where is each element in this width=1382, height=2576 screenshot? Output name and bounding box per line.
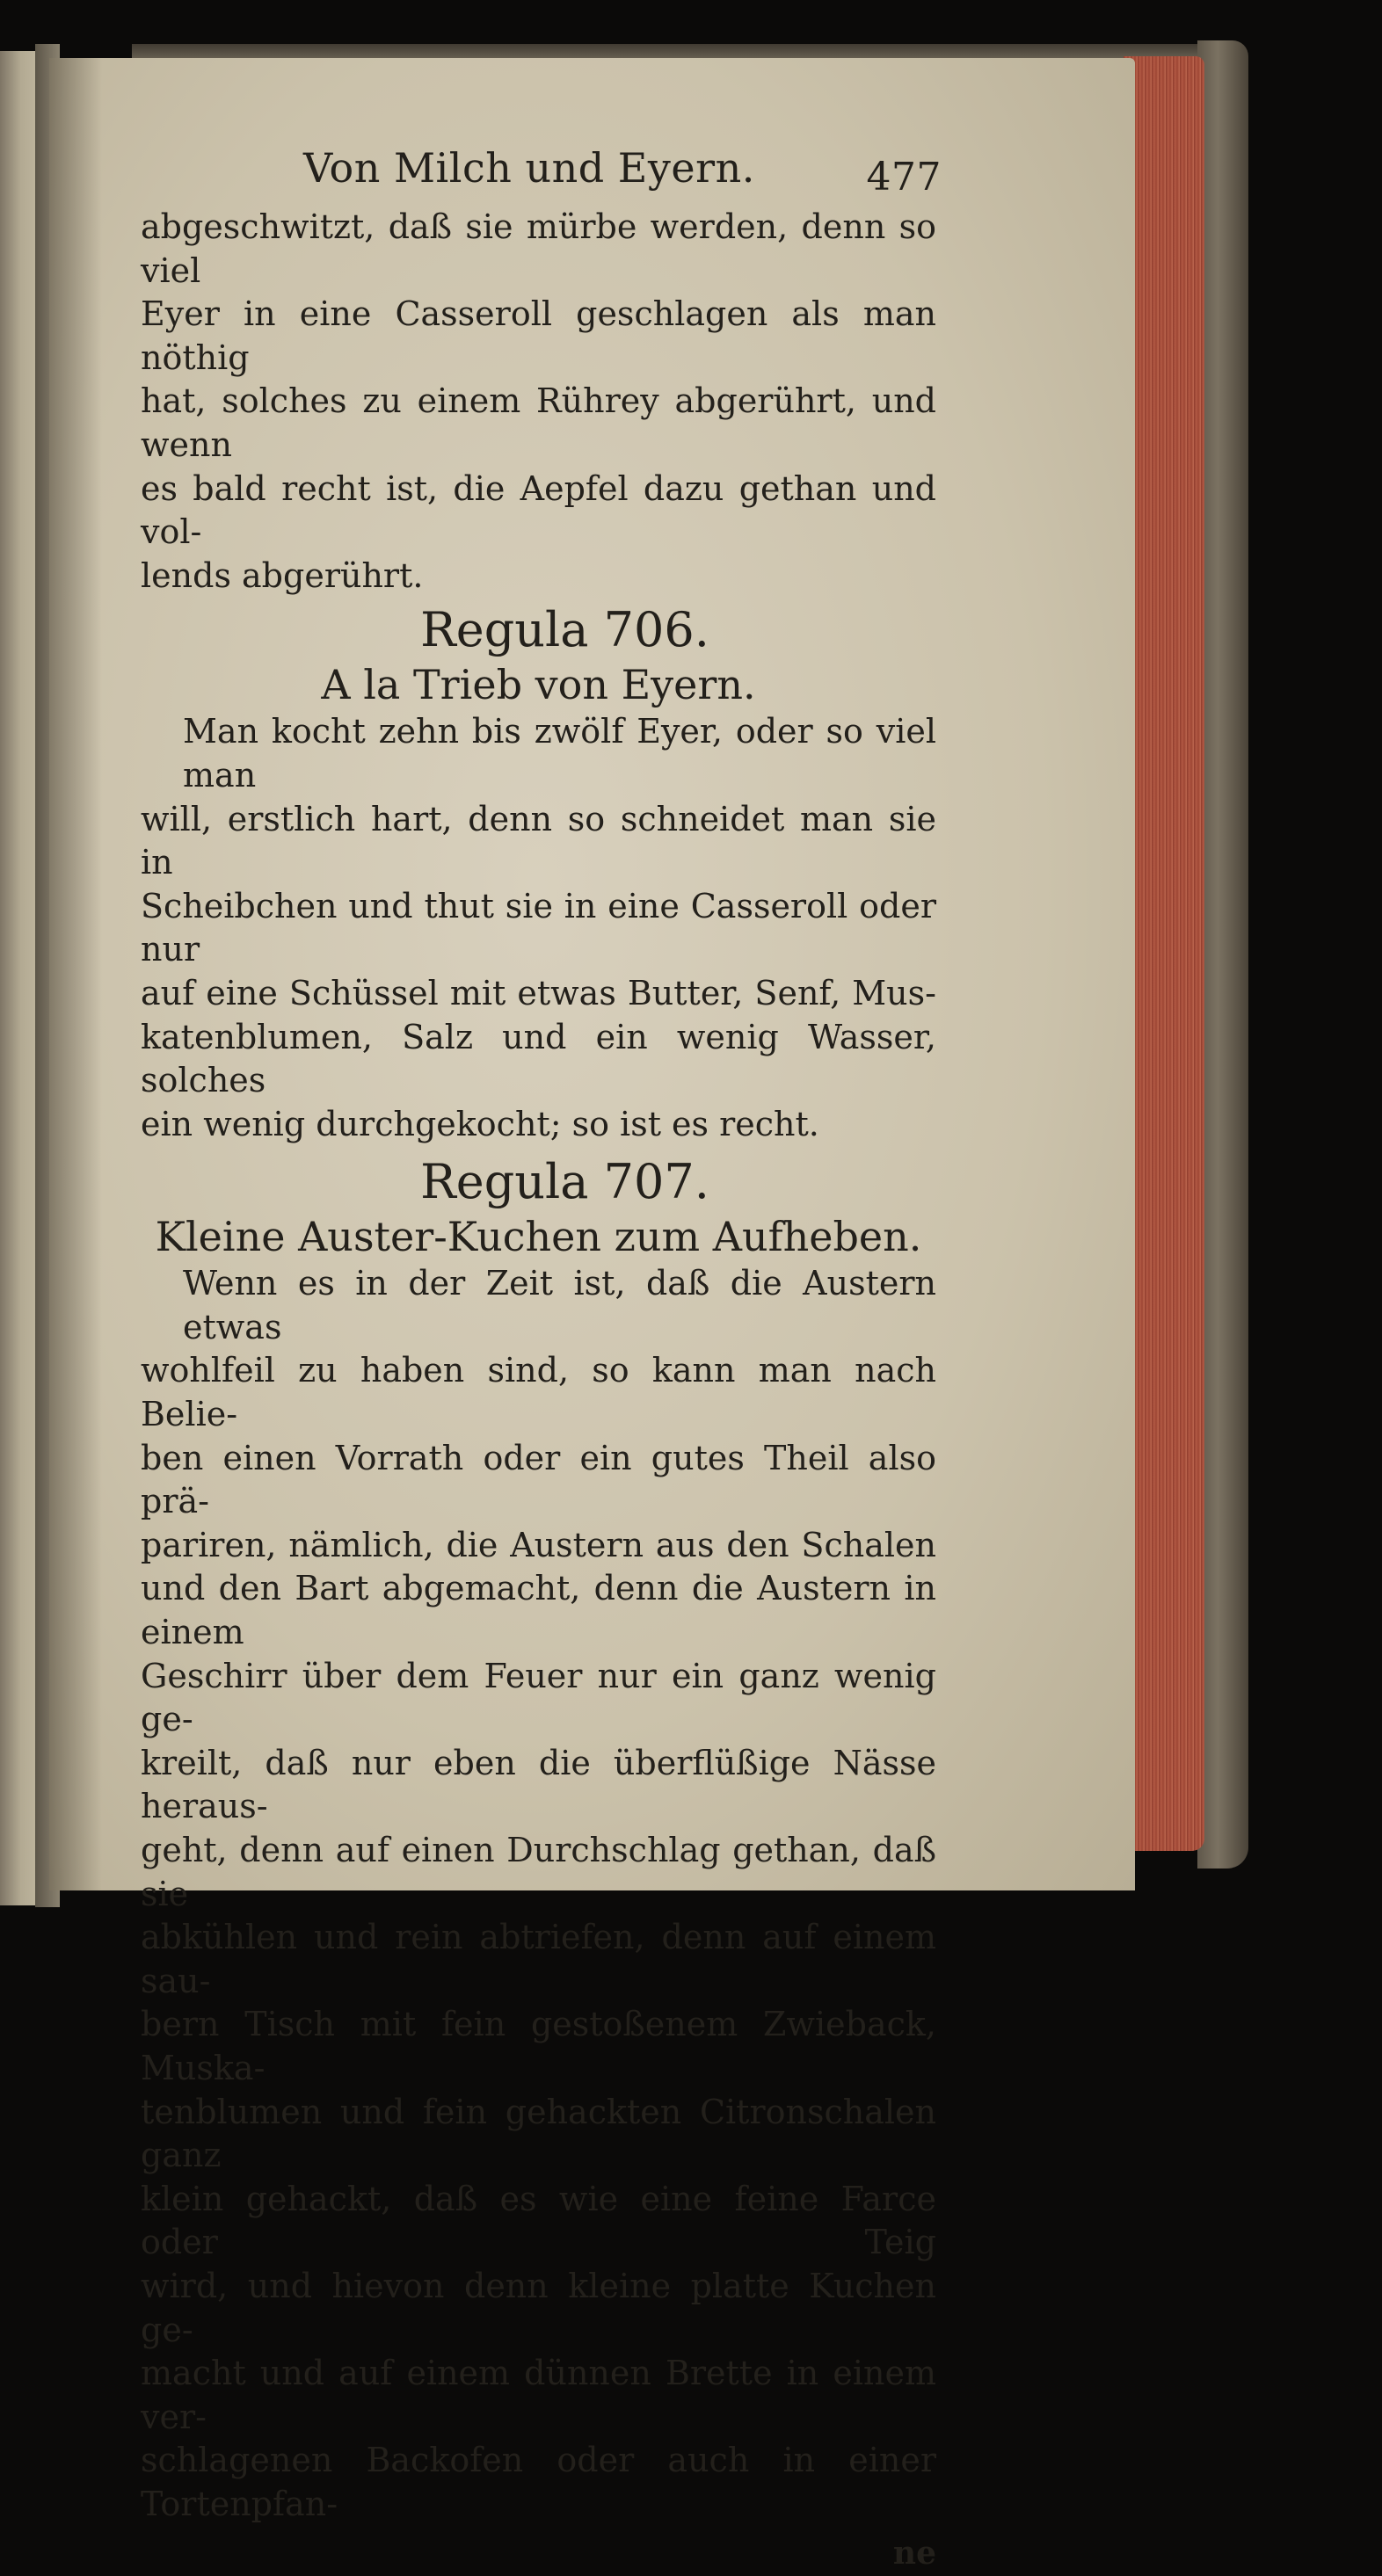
text-line: kreilt, daß nur eben die überflüßige Nässe heraus- (141, 1743, 936, 1826)
text-line: tenblumen und fein gehackten Citronschalen ganz (141, 2092, 936, 2175)
text-line: Scheibchen und thut sie in eine Casseroll oder nur (141, 886, 936, 969)
text-line: macht und auf einem dünnen Brette in einem ver- (141, 2354, 936, 2436)
recipe-paragraph-706 (141, 710, 936, 1146)
recipe-title-706: A la Trieb von Eyern. (321, 661, 756, 709)
red-page-edges (1124, 56, 1204, 1851)
rule-heading-706: Regula 706. (420, 602, 709, 658)
text-line: klein gehackt, daß es wie eine feine Farce oder Teig (141, 2179, 936, 2262)
text-line: auf eine Schüssel mit etwas Butter, Senf, Mus- (141, 973, 936, 1012)
text-line: Man kocht zehn bis zwölf Eyer, oder so viel man (183, 712, 936, 795)
intro-paragraph (141, 206, 936, 598)
page-gutter-shadow (49, 58, 102, 1890)
text-line: schlagenen Backofen oder auch in einer Tortenpfan- (141, 2441, 936, 2523)
catchword: ne (892, 2534, 936, 2572)
text-line: Geschirr über dem Feuer nur ein ganz wenig ge- (141, 1656, 936, 1739)
text-line: will, erstlich hart, denn so schneidet man sie in (141, 799, 936, 882)
text-line: ben einen Vorrath oder ein gutes Theil also prä- (141, 1438, 936, 1521)
text-line: bern Tisch mit fein gestoßenem Zwieback, Muska- (141, 2005, 936, 2087)
text-line: wird, und hievon denn kleine platte Kuchen ge- (141, 2266, 936, 2349)
text-line: es bald recht ist, die Aepfel dazu gethan und vol- (141, 468, 936, 552)
running-title: Von Milch und Eyern. (303, 144, 755, 192)
text-line: geht, denn auf einen Durchschlag gethan, daß sie (141, 1831, 936, 1913)
page-content (141, 132, 942, 2576)
page-number: 477 (866, 155, 942, 200)
text-line: Eyer in eine Casseroll geschlagen als man nöthig (141, 294, 936, 377)
text-line: und den Bart abgemacht, denn die Austern in einem (141, 1569, 936, 1652)
text-line: abgeschwitzt, daß sie mürbe werden, denn so viel (141, 207, 936, 290)
text-line: Wenn es in der Zeit ist, daß die Austern etwas (183, 1264, 936, 1346)
text-line: wohlfeil zu haben sind, so kann man nach Belie- (141, 1351, 936, 1434)
rule-heading-707: Regula 707. (420, 1154, 709, 1210)
book-cover-edge (1197, 40, 1248, 1869)
text-line: abkühlen und rein abtriefen, denn auf einem sau- (141, 1918, 936, 2000)
text-line: lends abgerührt. (141, 555, 424, 595)
text-line: hat, solches zu einem Rührey abgerührt, und wenn (141, 381, 936, 464)
running-head (141, 132, 942, 206)
recipe-paragraph-707 (141, 1262, 936, 2526)
text-line: pariren, nämlich, die Austern aus den Schalen (141, 1525, 936, 1564)
recipe-title-707: Kleine Auster-Kuchen zum Aufheben. (155, 1213, 922, 1261)
text-line: ein wenig durchgekocht; so ist es recht. (141, 1104, 819, 1143)
text-line: katenblumen, Salz und ein wenig Wasser, solches (141, 1017, 936, 1100)
